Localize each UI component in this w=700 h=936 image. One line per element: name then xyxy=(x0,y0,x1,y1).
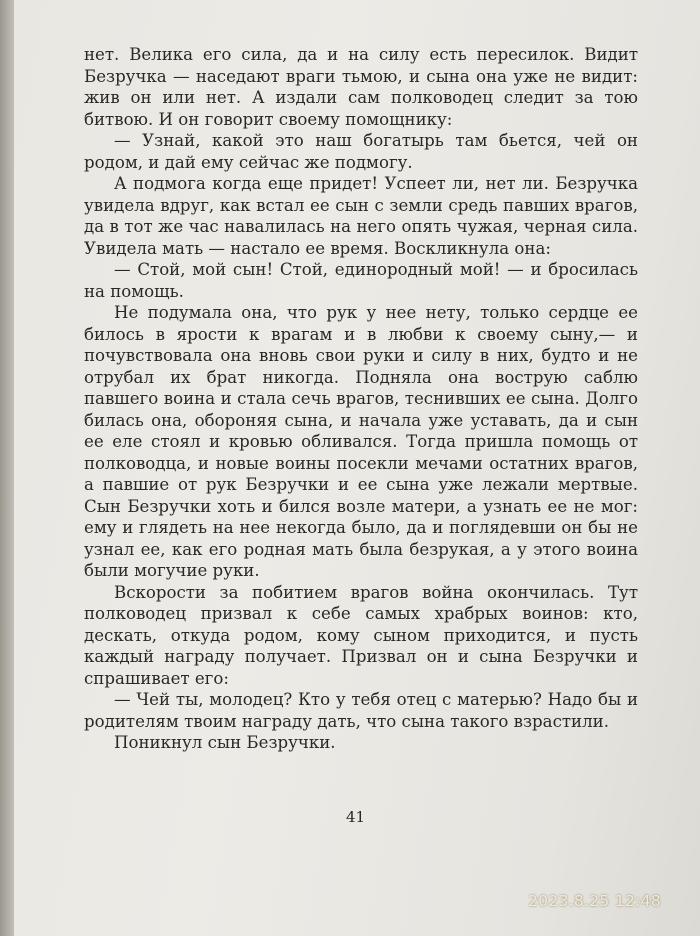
paragraph: Не подумала она, что рук у нее нету, только сердце ее билось в ярости к врагам и в любви к своему сыну,— и почувствовала она вновь свои руки и силу в них, будто и не отрубал их брат никогда. Подняла она вострую саблю павшего воина и стала сечь врагов, теснивших ее сына. Долго билась она, обороняя сына, и начала уже уставать, да и сын ее еле стоял и кровью обливался. Тогда пришла помощь от полководца, и новые воины посекли мечами остатних врагов, а павшие от рук Безручки и ее сына уже лежали мертвые. Сын Безручки хоть и бился возле матери, а узнать ее не мог: ему и глядеть на нее некогда было, да и поглядевши он бы не узнал ее, как его родная мать была безрукая, а у этого воина были могучие руки. xyxy=(84,303,638,580)
paragraph: — Узнай, какой это наш богатырь там бьется, чей он родом, и дай ему сейчас же подмогу. xyxy=(84,131,638,172)
paragraph: — Чей ты, молодец? Кто у тебя отец с матерью? Надо бы и родителям твоим награду дать, что сына такого взрастили. xyxy=(84,690,638,731)
photo-timestamp: 2023.8.25 12:48 xyxy=(528,892,661,910)
page-text xyxy=(84,44,638,754)
paragraph: А подмога когда еще придет! Успеет ли, нет ли. Безручка увидела вдруг, как встал ее сын с земли средь павших врагов, да в тот же час навалилась на него опять чужая, черная сила. Увидела мать — настало ее время. Воскликнула она: xyxy=(84,174,638,258)
paragraph: Вскорости за побитием врагов война окончилась. Тут полководец призвал к себе самых храбрых воинов: кто, дескать, откуда родом, кому сыном приходится, и пусть каждый награду получает. Призвал он и сына Безручки и спрашивает его: xyxy=(84,582,638,688)
page-number: 41 xyxy=(346,808,366,826)
paragraph: — Стой, мой сын! Стой, единородный мой! — и бросилась на помощь. xyxy=(84,260,638,301)
paragraph: Поникнул сын Безручки. xyxy=(114,733,336,752)
paragraph: нет. Велика его сила, да и на силу есть пересилок. Видит Безручка — наседают враги тьмою, и сына она уже не видит: жив он или нет. А издали сам полководец следит за тою битвою. И он говорит своему помощнику: xyxy=(84,45,638,129)
